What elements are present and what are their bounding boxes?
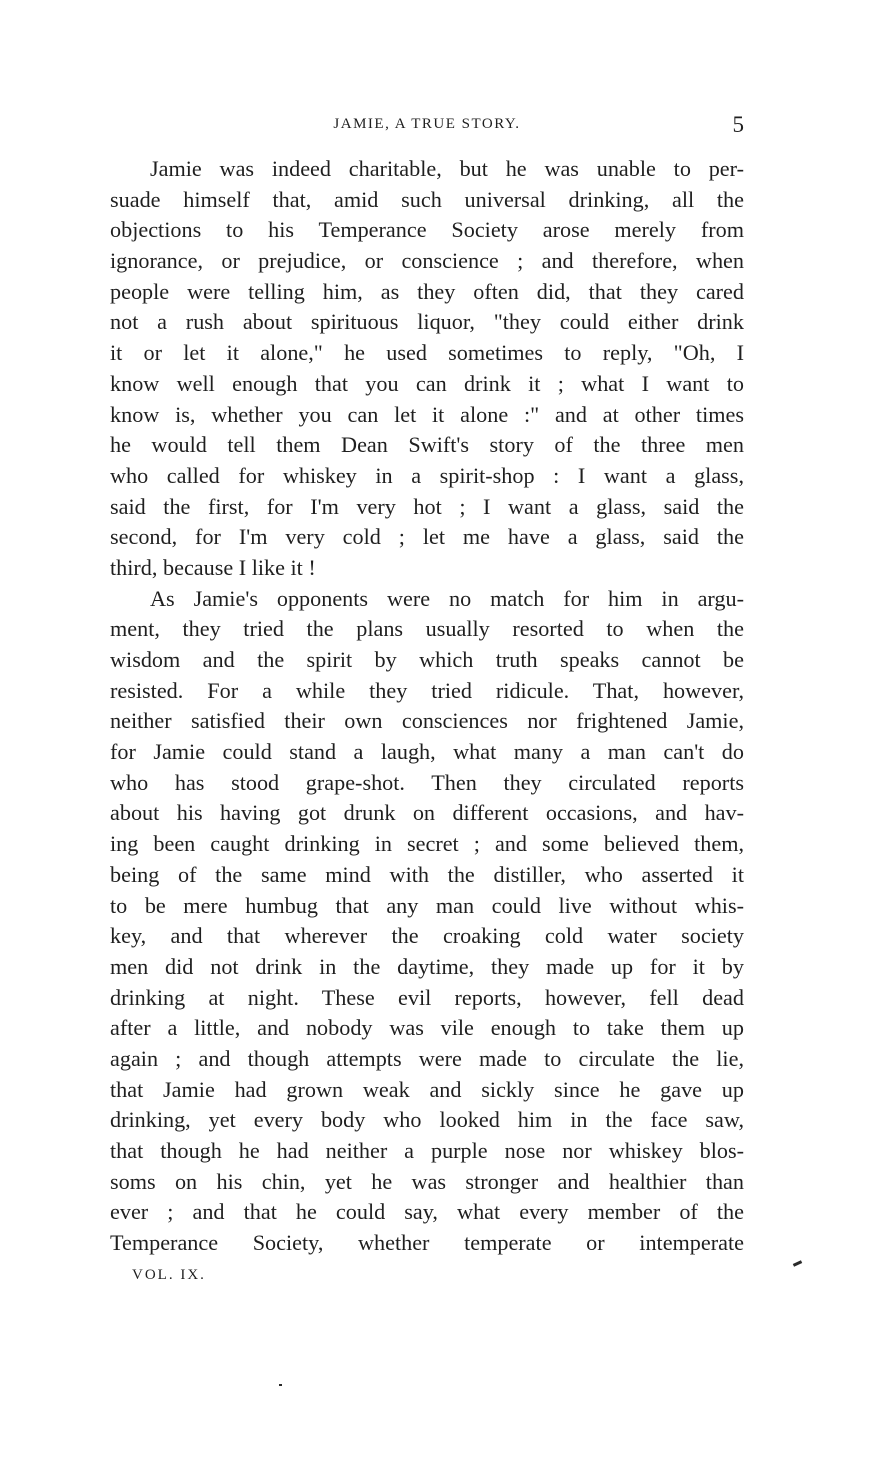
text-line: men did not drink in the daytime, they made up for it by [110, 953, 744, 979]
running-title: JAMIE, A TRUE STORY. [333, 116, 521, 132]
page-number: 5 [732, 112, 744, 137]
text-line: second, for I'm very cold ; let me have a glass, said the [110, 524, 744, 550]
text-line: he would tell them Dean Swift's story of the three men [110, 432, 744, 458]
ink-speck [279, 1384, 282, 1386]
text-line: after a little, and nobody was vile enough to take them up [110, 1015, 744, 1041]
text-line: about his having got drunk on different occasions, and hav- [110, 800, 744, 826]
text-line: ever ; and that he could say, what every member of the [110, 1199, 744, 1225]
text-line: third, because I like it ! [110, 554, 316, 580]
text-line: objections to his Temperance Society arose merely from [110, 217, 744, 243]
text-line: Jamie was indeed charitable, but he was unable to per- [150, 156, 744, 181]
text-line: to be mere humbug that any man could live without whis- [110, 892, 744, 918]
text-line: wisdom and the spirit by which truth speaks cannot be [110, 647, 744, 672]
running-head [110, 112, 744, 142]
text-line: neither satisfied their own consciences nor frightened Jamie, [110, 708, 744, 734]
text-line: ment, they tried the plans usually resorted to when the [110, 616, 744, 642]
text-line: drinking at night. These evil reports, however, fell dead [110, 984, 744, 1010]
body-text [110, 154, 744, 1259]
signature-mark: VOL. IX. [132, 1267, 206, 1283]
text-line: it or let it alone," he used sometimes to reply, "Oh, I [110, 340, 744, 366]
text-line: know well enough that you can drink it ; what I want to [110, 370, 744, 396]
text-line: that though he had neither a purple nose nor whiskey blos- [110, 1138, 744, 1163]
text-line: again ; and though attempts were made to circulate the lie, [110, 1045, 744, 1071]
text-line: drinking, yet every body who looked him in the face saw, [110, 1107, 744, 1133]
text-line: who called for whiskey in a spirit-shop : I want a glass, [110, 462, 744, 488]
text-line: soms on his chin, yet he was stronger and healthier than [110, 1168, 744, 1194]
ink-speck [793, 1260, 802, 1267]
text-line: As Jamie's opponents were no match for him in argu- [150, 585, 744, 611]
text-line: ignorance, or prejudice, or conscience ; and therefore, when [110, 248, 744, 274]
text-line: suade himself that, amid such universal drinking, all the [110, 186, 744, 212]
text-line: who has stood grape-shot. Then they circulated reports [110, 769, 744, 795]
text-line: for Jamie could stand a laugh, what many a man can't do [110, 739, 744, 765]
text-line: being of the same mind with the distiller, who asserted it [110, 861, 744, 887]
text-line: key, and that wherever the croaking cold water society [110, 923, 744, 949]
text-line: not a rush about spirituous liquor, "they could either drink [110, 309, 744, 335]
text-line: Temperance Society, whether temperate or intemperate [110, 1230, 744, 1256]
text-line: said the first, for I'm very hot ; I want a glass, said the [110, 493, 744, 519]
text-line: that Jamie had grown weak and sickly since he gave up [110, 1076, 744, 1102]
text-line: know is, whether you can let it alone :" and at other times [110, 401, 744, 427]
text-line: ing been caught drinking in secret ; and some believed them, [110, 831, 744, 857]
text-line: resisted. For a while they tried ridicule. That, however, [110, 677, 744, 703]
text-line: people were telling him, as they often did, that they cared [110, 278, 744, 304]
